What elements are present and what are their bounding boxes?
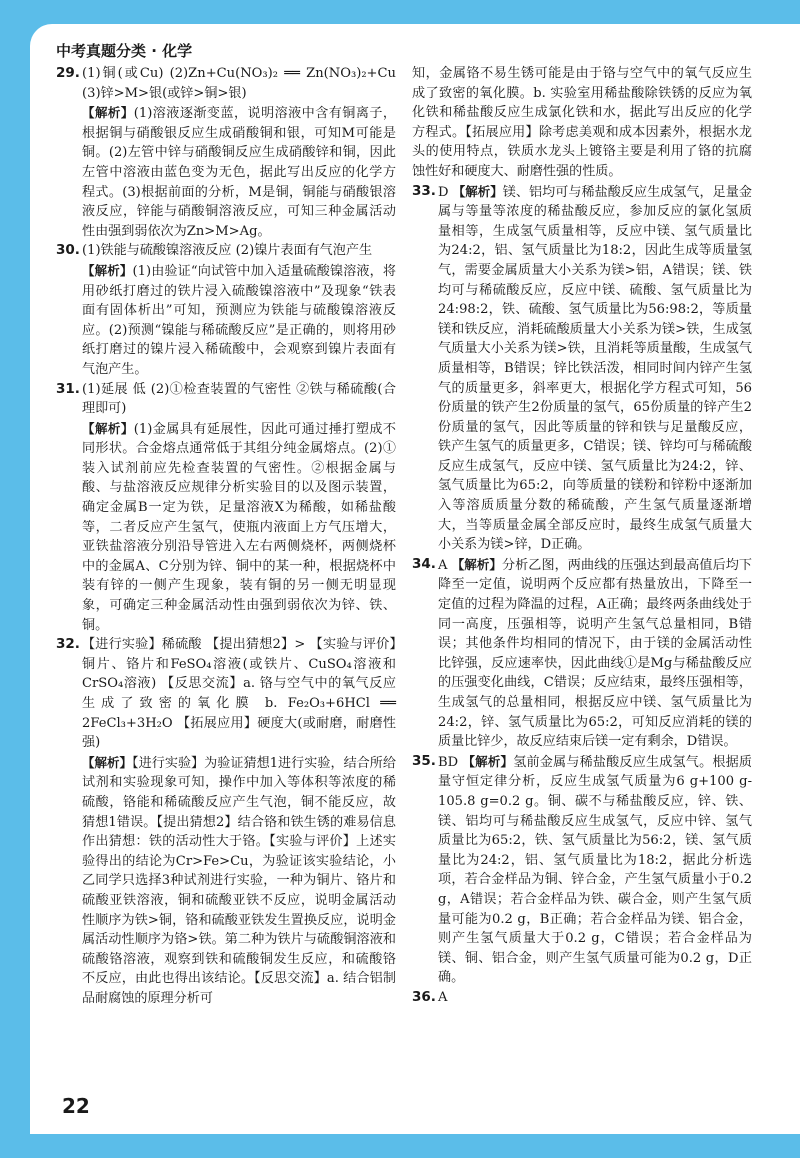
page-header-title: 中考真题分类 · 化学 bbox=[56, 42, 193, 60]
analysis-tag: 【解析】 bbox=[82, 420, 134, 436]
question-36 bbox=[412, 988, 752, 1008]
analysis-tag: 【解析】 bbox=[452, 183, 503, 199]
answer-text: D bbox=[438, 184, 449, 200]
answer-text: A bbox=[438, 557, 448, 573]
right-column bbox=[412, 64, 752, 1008]
analysis-tag: 【解析】 bbox=[82, 262, 133, 278]
question-33 bbox=[412, 182, 752, 555]
question-34 bbox=[412, 555, 752, 752]
analysis-tag: 【解析】 bbox=[82, 754, 133, 770]
analysis-text: (1)溶液逐渐变蓝，说明溶液中含有铜离子，根据铜与硝酸银反应生成硝酸铜和银，可知M可能是铜。(2)左管中锌与硝酸铜反应生成硝酸锌和铜，因此左管中溶液由蓝色变为无色，据此写出反应的化学方程式。(3)根据前面的分析，M是铜，铜能与硝酸银溶液反应，锌能与硝酸铜溶液反应，可知三种金属活动性由强到弱依次为Zn>M>Ag。 bbox=[82, 106, 396, 239]
answer-text: 【进行实验】稀硫酸 【提出猜想2】> 【实验与评价】铜片、铬片和FeSO₄溶液(或铁片、CuSO₄溶液和CrSO₄溶液) 【反思交流】a. 铬与空气中的氧气反应生成了致密的氧化膜 b. Fe₂O₃+6HCl ══ 2FeCl₃+3H₂O 【拓展应用】硬度大(或耐磨，耐磨性强) bbox=[82, 637, 396, 751]
analysis-text: 氢前金属与稀盐酸反应生成氢气。根据质量守恒定律分析，反应生成氢气质量为6 g+100 g-105.8 g=0.2 g。铜、碳不与稀盐酸反应，锌、铁、镁、铝均可与稀盐酸反应生成氢气，反应中锌、氢气质量比为65:2，铁、氢气质量比为56:2，镁、氢气质量比为24:2，铝、氢气质量比为18:2，据此分析选项，若合金样品为铜、锌合金，产生氢气质量小于0.2 g，A错误；若合金样品为铁、碳合金，则产生氢气质量可能为0.2 g，B正确；若合金样品为镁、铝合金，则产生氢气质量大于0.2 g，C错误；若合金样品为镁、铜、铝合金，则产生氢气质量可能为0.2 g，D正确。 bbox=[438, 754, 752, 986]
question-number: 29. bbox=[56, 65, 80, 81]
analysis-text: 知，金属铬不易生锈可能是由于铬与空气中的氧气反应生成了致密的氧化膜。b. 实验室用稀盐酸除铁锈的反应为氧化铁和稀盐酸反应生成氯化铁和水，据此写出反应的化学方程式。【拓展应用】除考虑美观和成本因素外，根据水龙头的使用特点，铁质水龙头上镀铬主要是利用了铬的抗腐蚀性好和硬度大、耐磨性强的性质。 bbox=[412, 66, 752, 179]
question-32 bbox=[56, 635, 396, 1008]
left-column bbox=[56, 64, 396, 1009]
answer-text: A bbox=[438, 989, 448, 1005]
question-number: 32. bbox=[56, 636, 80, 653]
question-number: 35. bbox=[412, 752, 436, 769]
analysis-tag: 【解析】 bbox=[451, 556, 502, 572]
answer-text: (1)延展 低 (2)①检查装置的气密性 ②铁与稀硫酸(合理即可) bbox=[82, 381, 396, 417]
answer-text: BD bbox=[438, 754, 459, 770]
question-number: 36. bbox=[412, 988, 436, 1005]
analysis-text: (1)由验证“向试管中加入适量硫酸镍溶液，将用砂纸打磨过的铁片浸入硫酸镍溶液中”及现象“铁表面有固体析出”可知，预测应为铁能与硫酸镍溶液反应。(2)预测“镍能与稀硫酸反应”是正确的，则将用砂纸打磨过的镍片浸入稀硫酸中，会观察到镍片表面有气泡产生。 bbox=[82, 263, 396, 377]
question-number: 33. bbox=[412, 182, 436, 199]
question-32-continued bbox=[412, 64, 752, 182]
question-number: 31. bbox=[56, 380, 80, 397]
question-number: 30. bbox=[56, 242, 80, 259]
analysis-text: (1)金属具有延展性，因此可通过捶打塑成不同形状。合金熔点通常低于其组分纯金属熔点。(2)①装入试剂前应先检查装置的气密性。②根据金属与酸、与盐溶液反应规律分析实验目的以及图示装置，确定金属B一定为铁，足量溶液X为稀酸，如稀盐酸等，二者反应产生氢气，使瓶内液面上方气压增大，亚铁盐溶液分别沿导管进入左右两侧烧杯，两侧烧杯中的金属A、C分别为锌、铜中的某一种，根据烧杯中装有锌的一侧产生现象，装有铜的另一侧无明显现象，可确定三种金属活动性由强到弱依次为锌、铁、铜。 bbox=[82, 421, 396, 633]
analysis-text: 镁、铝均可与稀盐酸反应生成氢气，足量金属与等量等浓度的稀盐酸反应，参加反应的氯化氢质量相等，生成氢气质量相等，反应中镁、氢气质量比为24:2，铝、氢气质量比为18:2，因此生成等质量氢气，需要金属质量大小关系为镁>铝，A错误；镁、铁均可与稀硫酸反应，反应中镁、硫酸、氢气质量比为24:98:2，铁、硫酸、氢气质量比为56:98:2，等质量镁和铁反应，消耗硫酸质量大小关系为镁>铁，生成氢气质量大小关系为镁>铁，且消耗等质量酸，生成氢气质量相等，B错误；锌比铁活泼，相同时间内锌产生氢气的质量更多，斜率更大，根据化学方程式可知，56份质量的铁产生2份质量的氢气，65份质量的锌产生2份质量的氢气，因此等质量的锌和铁与足量酸反应，铁产生氢气的质量更多，C错误；镁、锌均可与稀硫酸反应生成氢气，反应中镁、氢气质量比为24:2，锌、氢气质量比为65:2，向等质量的镁粉和锌粉中逐渐加入等溶质质量分数的稀硫酸，产生氢气质量逐渐增大，当等质量金属全部反应时，最终生成氢气质量大小关系为镁>锌，D正确。 bbox=[438, 184, 752, 553]
question-29 bbox=[56, 64, 396, 241]
question-31 bbox=[56, 380, 396, 636]
analysis-tag: 【解析】 bbox=[82, 105, 134, 121]
page-number: 22 bbox=[62, 1094, 90, 1118]
question-number: 34. bbox=[412, 555, 436, 572]
answer-text: (1)铜(或Cu) (2)Zn+Cu(NO₃)₂ ══ Zn(NO₃)₂+Cu (3)锌>M>银(或锌>铜>银) bbox=[82, 66, 396, 101]
question-30 bbox=[56, 241, 396, 379]
analysis-text: 分析乙图，两曲线的压强达到最高值后均下降至一定值，说明两个反应都有热量放出，下降至一定值的过程为降温的过程，A正确；最终两条曲线处于同一高度，压强相等，说明产生氢气总量相同，B错误；其他条件均相同的情况下，由于镁的金属活动性比锌强，反应速率快，因此曲线①是Mg与稀盐酸反应的压强变化曲线，C错误；反应结束，最终压强相等，生成氢气的总量相同，根据反应中镁、氢气质量比为24:2，锌、氢气质量比为65:2，可知反应消耗的镁的质量比锌少，故反应结束后镁一定有剩余，D错误。 bbox=[438, 557, 752, 750]
answer-text: (1)铁能与硫酸镍溶液反应 (2)镍片表面有气泡产生 bbox=[82, 243, 373, 259]
analysis-text: 【进行实验】为验证猜想1进行实验，结合所给试剂和实验现象可知，操作中加入等体积等浓度的稀硫酸，铬能和稀硫酸反应产生气泡，铜不能反应，故猜想1错误。【提出猜想2】结合铬和铁生锈的难易信息作出猜想：铁的活动性大于铬。【实验与评价】上述实验得出的结论为Cr>Fe>Cu，为验证该实验结论，小乙同学只选择3种试剂进行实验，一种为铜片、铬片和硫酸亚铁溶液，铜和硫酸亚铁不反应，说明金属活动性顺序为铁>铜，铬和硫酸亚铁发生置换反应，说明金属活动性顺序为铬>铁。第二种为铁片与硫酸铜溶液和硫酸铬溶液，观察到铁和硫酸铜发生反应，和硫酸铬不反应，由此也得出该结论。【反思交流】a. 结合铝制品耐腐蚀的原理分析可 bbox=[82, 755, 396, 1006]
question-35 bbox=[412, 752, 752, 988]
analysis-tag: 【解析】 bbox=[462, 753, 514, 769]
